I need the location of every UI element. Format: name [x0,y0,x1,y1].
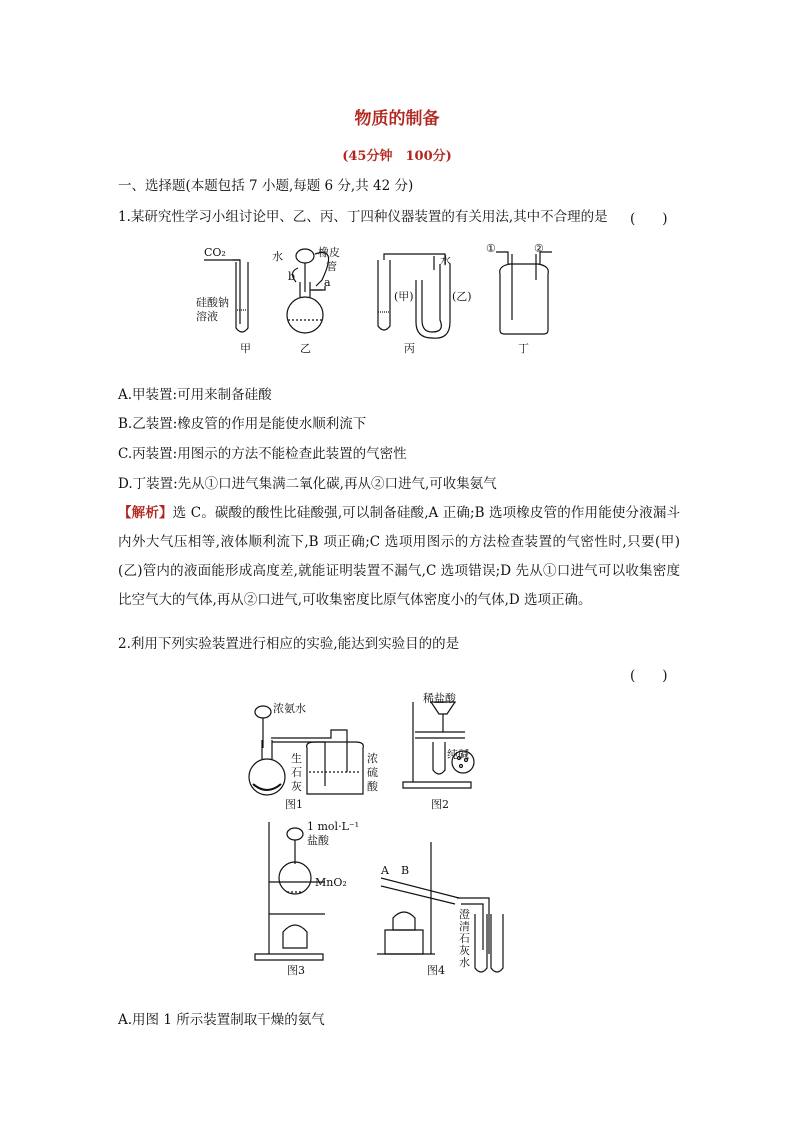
q2-fig2-acid: 稀盐酸 [423,692,456,705]
q2-fig1-reagent: 浓氨水 [273,702,306,715]
q2-fig4-caption: 图4 [427,964,445,977]
analysis-text: 选 C。碳酸的酸性比硅酸强,可以制备硅酸,A 正确;B 选项橡皮管的作用能使分液漏斗内外大气压相等,液体顺利流下,B 项正确;C 选项用图示的方法检查装置的气密性时,只要(甲)(乙)管内的液面能形成高度差,就能证明装置不漏气,C 选项错误;D 先从①口进气可以收集密度比空气大的气体,再从②口进气,可收集密度比原气体密度小的气体,D 选项正确。 [118,505,680,608]
q2-fig4-lw1: 澄 [459,908,470,921]
question-2-answer-paren: ( ) [630,668,668,684]
q2-fig4-lw4: 灰 [459,944,470,957]
q1-fig-port1: ① [486,242,496,255]
q2-fig3-conc: 1 mol·L⁻¹ [307,820,360,833]
analysis-tag: 【解析】 [118,505,173,521]
q1-fig-b: b [288,270,296,283]
q2-fig4-b: B [401,864,410,877]
question-2-option-a: A.用图 1 所示装置制取干燥的氨气 [118,1012,325,1028]
q2-fig4-lw3: 石 [459,932,470,945]
question-1-answer-paren: ( ) [630,211,668,227]
q1-fig-caption-yi: 乙 [300,342,311,355]
q2-fig1-lime2: 石 [291,766,302,779]
q2-fig4-lw5: 水 [459,956,470,969]
q1-fig-rubber2: 管 [326,260,337,273]
q1-fig-port2: ② [534,242,544,255]
q2-fig1-caption: 图1 [285,798,303,811]
question-2-figure [235,692,515,984]
q1-fig-bing-yi: (乙) [452,290,472,303]
question-1-option-a: A.甲装置:可用来制备硅酸 [118,387,272,403]
page-title: 物质的制备 [354,109,440,129]
q2-fig2-caption: 图2 [431,798,449,811]
q2-fig3-caption: 图3 [287,964,305,977]
question-1-option-c: C.丙装置:用图示的方法不能检查此装置的气密性 [118,446,407,462]
q2-fig3-mno2: MnO₂ [315,876,347,889]
section-heading: 一、选择题(本题包括 7 小题,每题 6 分,共 42 分) [118,178,414,194]
q1-fig-bing-water: 水 [440,254,451,267]
q1-fig-co2: CO₂ [204,246,226,259]
q2-fig1-acid3: 酸 [367,780,378,793]
q2-fig1-lime3: 灰 [291,780,302,793]
q1-fig-bing-jia: (甲) [394,290,414,303]
question-1-analysis [118,499,680,615]
q2-fig3-acid: 盐酸 [307,834,329,847]
q2-fig1-acid1: 浓 [367,752,378,765]
q1-fig-jia-label1: 硅酸钠 [196,296,229,309]
q2-fig4-a: A [381,864,389,877]
q1-fig-a: a [324,276,331,289]
q1-fig-caption-jia: 甲 [240,342,251,355]
q2-fig4-lw2: 清 [459,920,470,933]
q1-fig-water: 水 [272,250,283,263]
q2-fig2-soda: 纯碱 [447,748,469,761]
question-1-stem: 1.某研究性学习小组讨论甲、乙、丙、丁四种仪器装置的有关用法,其中不合理的是 [118,209,608,225]
q1-fig-caption-ding: 丁 [518,342,529,355]
question-1-figure [190,240,570,358]
q1-fig-rubber1: 橡皮 [318,246,340,259]
q2-fig1-acid2: 硫 [367,766,378,779]
q2-fig1-lime1: 生 [291,752,302,765]
q1-fig-jia-label2: 溶液 [196,310,218,323]
page-subtitle: (45分钟 100分) [342,149,452,164]
q1-fig-caption-bing: 丙 [404,342,415,355]
question-1-option-b: B.乙装置:橡皮管的作用是能使水顺利流下 [118,416,367,432]
question-2-stem: 2.利用下列实验装置进行相应的实验,能达到实验目的的是 [118,636,460,652]
question-1-option-d: D.丁装置:先从①口进气集满二氧化碳,再从②口进气,可收集氨气 [118,476,497,492]
